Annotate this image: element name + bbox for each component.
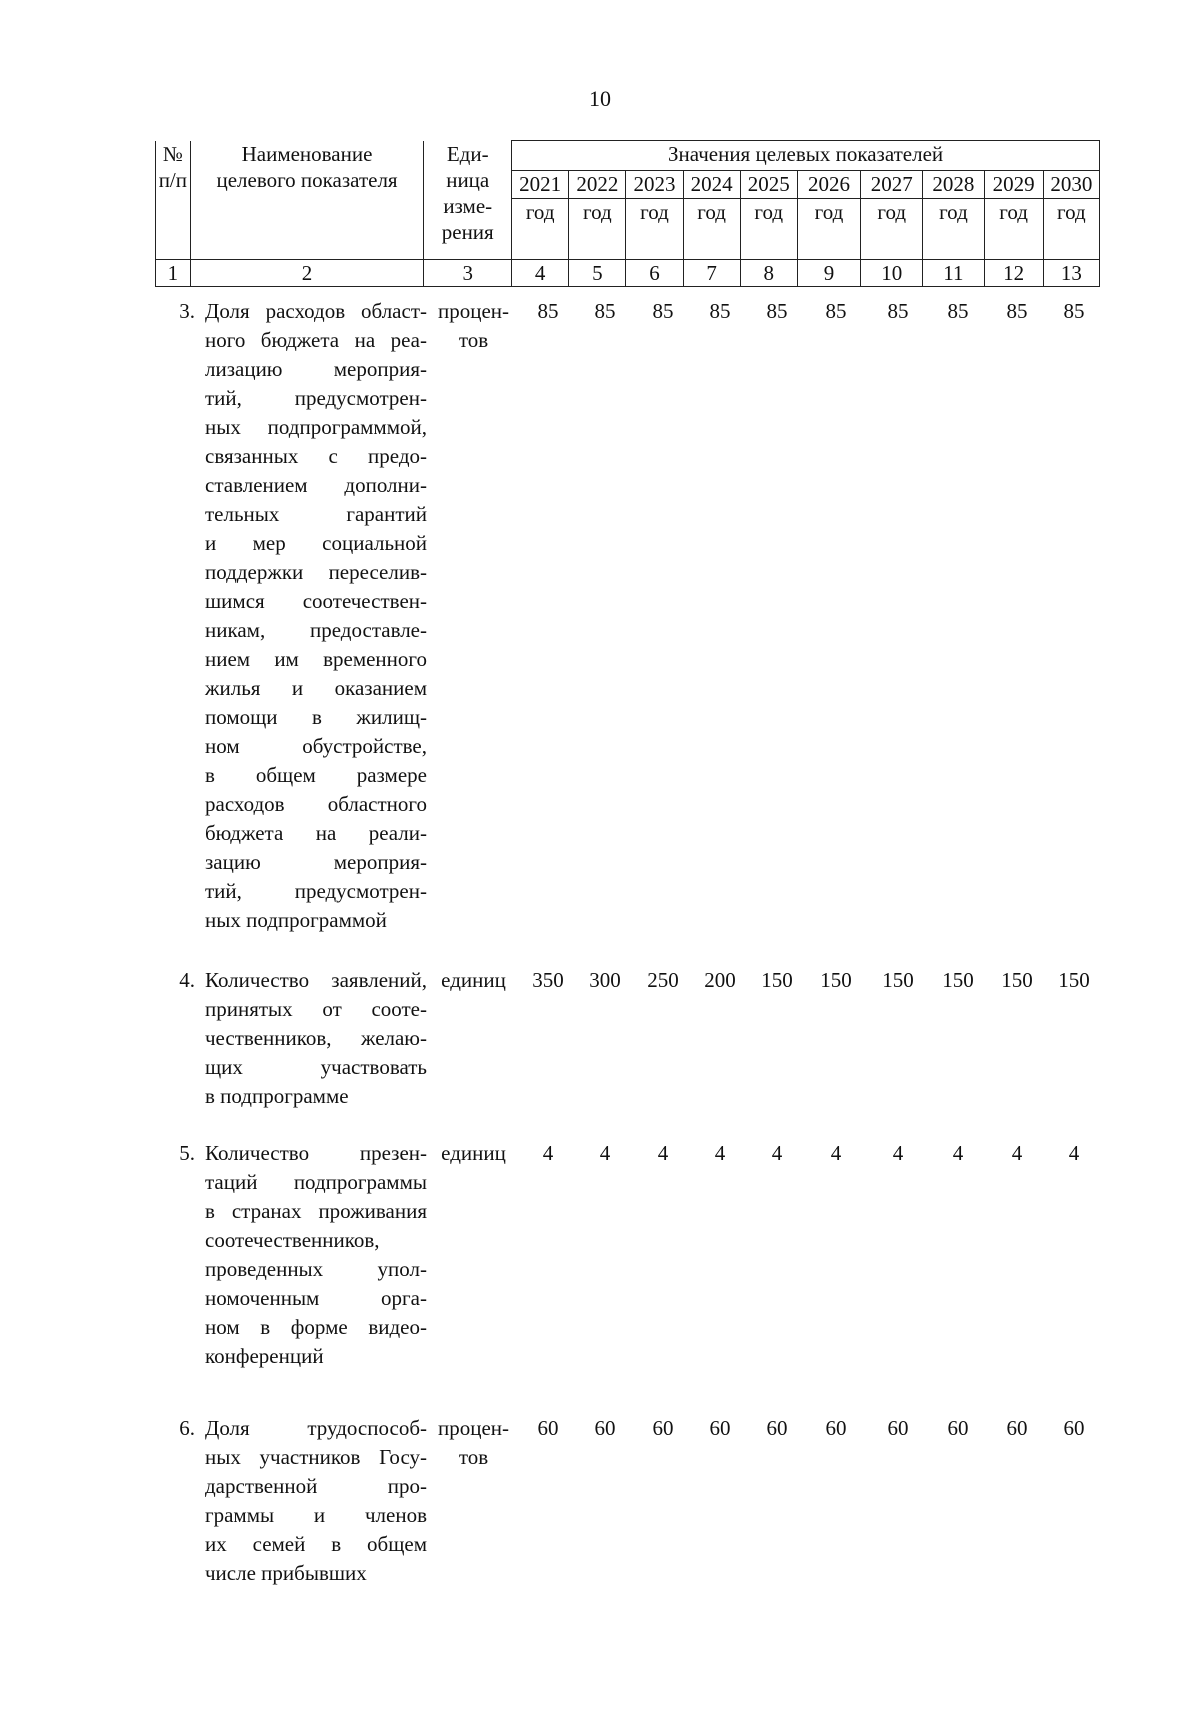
header-col-name-line: целевого показателя bbox=[216, 167, 398, 192]
row-value: 60 bbox=[594, 1416, 616, 1440]
row-indicator-name bbox=[205, 1139, 427, 1371]
row-value: 85 bbox=[887, 299, 909, 323]
column-number: 2 bbox=[190, 260, 424, 287]
row-value: 150 bbox=[761, 968, 793, 992]
row-indicator-name-line: дарственной про- bbox=[205, 1474, 427, 1498]
header-year: 2028 bbox=[923, 171, 984, 199]
header-col-unit-line: рения bbox=[441, 219, 494, 244]
row-indicator-name-line: Количество презен- bbox=[205, 1141, 427, 1165]
row-unit-line: единиц bbox=[441, 968, 506, 992]
row-indicator-name-line: проведенных упол- bbox=[205, 1257, 427, 1281]
header-col-name bbox=[190, 141, 424, 260]
row-value: 150 bbox=[882, 968, 914, 992]
row-value: 85 bbox=[825, 299, 847, 323]
row-value: 4 bbox=[599, 1141, 611, 1165]
table-header bbox=[155, 140, 1100, 287]
row-indicator-name-line: ных участников Госу- bbox=[205, 1445, 427, 1469]
row-indicator-name-line: связанных с предо- bbox=[205, 444, 427, 468]
header-year: 2021 bbox=[512, 171, 569, 199]
header-year: 2024 bbox=[683, 171, 740, 199]
row-value: 85 bbox=[537, 299, 559, 323]
header-year-word: год bbox=[984, 199, 1043, 260]
header-year: 2027 bbox=[861, 171, 923, 199]
row-value: 60 bbox=[887, 1416, 909, 1440]
row-indicator-name-line: граммы и членов bbox=[205, 1503, 427, 1527]
row-indicator-name-line: соотечественников, bbox=[205, 1228, 380, 1252]
row-value: 85 bbox=[766, 299, 788, 323]
row-unit bbox=[434, 966, 513, 995]
row-value: 4 bbox=[771, 1141, 783, 1165]
row-indicator-name bbox=[205, 297, 427, 935]
column-number: 4 bbox=[512, 260, 569, 287]
row-unit bbox=[434, 1139, 513, 1168]
row-indicator-name-line: чественников, желаю- bbox=[205, 1026, 427, 1050]
column-number: 11 bbox=[923, 260, 984, 287]
row-value: 200 bbox=[704, 968, 736, 992]
row-unit bbox=[434, 1414, 513, 1472]
row-unit-line: тов bbox=[458, 328, 489, 352]
header-year-word: год bbox=[683, 199, 740, 260]
header-year-word: год bbox=[569, 199, 626, 260]
header-year-word: год bbox=[740, 199, 797, 260]
row-value: 4 bbox=[714, 1141, 726, 1165]
row-number: 5. bbox=[179, 1141, 195, 1165]
row-value: 85 bbox=[1063, 299, 1085, 323]
row-indicator-name-line: тий, предусмотрен- bbox=[205, 386, 427, 410]
row-value: 4 bbox=[1068, 1141, 1080, 1165]
header-col-no-line: № bbox=[162, 141, 183, 166]
header-year: 2029 bbox=[984, 171, 1043, 199]
row-value: 60 bbox=[947, 1416, 969, 1440]
header-col-unit-line: изме- bbox=[443, 193, 493, 218]
row-indicator-name-line: числе прибывших bbox=[205, 1561, 367, 1585]
row-value: 60 bbox=[1063, 1416, 1085, 1440]
row-value: 150 bbox=[820, 968, 852, 992]
row-indicator-name-line: никам, предоставле- bbox=[205, 618, 427, 642]
row-value: 4 bbox=[542, 1141, 554, 1165]
row-value: 4 bbox=[657, 1141, 669, 1165]
row-value: 150 bbox=[1058, 968, 1090, 992]
header-year: 2023 bbox=[626, 171, 683, 199]
header-col-no bbox=[156, 141, 191, 260]
header-year: 2022 bbox=[569, 171, 626, 199]
row-value: 60 bbox=[766, 1416, 788, 1440]
header-year-word: год bbox=[797, 199, 860, 260]
row-value: 4 bbox=[830, 1141, 842, 1165]
row-value: 60 bbox=[1006, 1416, 1028, 1440]
header-year-word: год bbox=[861, 199, 923, 260]
row-indicator-name-line: их семей в общем bbox=[205, 1532, 427, 1556]
row-value: 85 bbox=[652, 299, 674, 323]
row-indicator-name-line: ном обустройстве, bbox=[205, 734, 427, 758]
header-year-word: год bbox=[1043, 199, 1099, 260]
header-col-unit-line: Еди- bbox=[446, 141, 489, 166]
header-year: 2025 bbox=[740, 171, 797, 199]
row-indicator-name-line: расходов областного bbox=[205, 792, 427, 816]
row-indicator-name-line: в странах проживания bbox=[205, 1199, 427, 1223]
row-value: 60 bbox=[652, 1416, 674, 1440]
header-values-group: Значения целевых показателей bbox=[512, 141, 1100, 171]
header-col-unit bbox=[424, 141, 512, 260]
row-indicator-name-line: ного бюджета на реа- bbox=[205, 328, 427, 352]
row-value: 60 bbox=[825, 1416, 847, 1440]
row-value: 250 bbox=[647, 968, 679, 992]
row-unit-line: процен- bbox=[437, 1416, 510, 1440]
row-indicator-name-line: тий, предусмотрен- bbox=[205, 879, 427, 903]
row-indicator-name-line: ных подпрограммой bbox=[205, 908, 387, 932]
row-value: 60 bbox=[709, 1416, 731, 1440]
header-year: 2030 bbox=[1043, 171, 1099, 199]
row-value: 60 bbox=[537, 1416, 559, 1440]
column-number: 12 bbox=[984, 260, 1043, 287]
row-indicator-name-line: нием им временного bbox=[205, 647, 427, 671]
row-indicator-name-line: таций подпрограммы bbox=[205, 1170, 427, 1194]
row-indicator-name-line: щих участвовать bbox=[205, 1055, 427, 1079]
row-value: 150 bbox=[1001, 968, 1033, 992]
row-value: 85 bbox=[1006, 299, 1028, 323]
row-unit bbox=[434, 297, 513, 355]
header-year-word: год bbox=[512, 199, 569, 260]
row-value: 350 bbox=[532, 968, 564, 992]
row-indicator-name-line: Доля трудоспособ- bbox=[205, 1416, 427, 1440]
row-indicator-name-line: тельных гарантий bbox=[205, 502, 427, 526]
row-indicator-name-line: в подпрограмме bbox=[205, 1084, 349, 1108]
row-value: 4 bbox=[892, 1141, 904, 1165]
row-indicator-name-line: принятых от сооте- bbox=[205, 997, 427, 1021]
row-indicator-name bbox=[205, 1414, 427, 1588]
column-number: 10 bbox=[861, 260, 923, 287]
row-indicator-name-line: номоченным орга- bbox=[205, 1286, 427, 1310]
column-number: 5 bbox=[569, 260, 626, 287]
row-indicator-name-line: конференций bbox=[205, 1344, 324, 1368]
row-indicator-name-line: ном в форме видео- bbox=[205, 1315, 427, 1339]
row-indicator-name-line: в общем размере bbox=[205, 763, 427, 787]
row-value: 4 bbox=[1011, 1141, 1023, 1165]
row-unit-line: единиц bbox=[441, 1141, 506, 1165]
page-number: 10 bbox=[589, 86, 611, 111]
row-indicator-name-line: Доля расходов област- bbox=[205, 299, 427, 323]
header-col-unit-line: ница bbox=[446, 167, 490, 192]
row-indicator-name-line: ставлением дополни- bbox=[205, 473, 427, 497]
row-indicator-name-line: поддержки переселив- bbox=[205, 560, 427, 584]
row-indicator-name-line: и мер социальной bbox=[205, 531, 427, 555]
row-indicator-name-line: лизацию мероприя- bbox=[205, 357, 427, 381]
row-unit-line: процен- bbox=[437, 299, 510, 323]
header-col-no-line: п/п bbox=[158, 167, 187, 192]
header-year-word: год bbox=[626, 199, 683, 260]
column-number: 9 bbox=[797, 260, 860, 287]
row-indicator-name-line: бюджета на реали- bbox=[205, 821, 427, 845]
row-value: 85 bbox=[709, 299, 731, 323]
header-year-word: год bbox=[923, 199, 984, 260]
column-number: 1 bbox=[156, 260, 191, 287]
row-indicator-name-line: шимся соотечествен- bbox=[205, 589, 427, 613]
row-value: 300 bbox=[589, 968, 621, 992]
row-value: 85 bbox=[947, 299, 969, 323]
row-number: 6. bbox=[179, 1416, 195, 1440]
row-indicator-name-line: Количество заявлений, bbox=[205, 968, 427, 992]
column-number: 8 bbox=[740, 260, 797, 287]
column-number: 3 bbox=[424, 260, 512, 287]
row-number: 4. bbox=[179, 968, 195, 992]
column-number: 7 bbox=[683, 260, 740, 287]
row-unit-line: тов bbox=[458, 1445, 489, 1469]
row-indicator-name-line: ных подпрограмммой, bbox=[205, 415, 427, 439]
header-year: 2026 bbox=[797, 171, 860, 199]
column-number: 6 bbox=[626, 260, 683, 287]
row-value: 4 bbox=[952, 1141, 964, 1165]
row-value: 85 bbox=[594, 299, 616, 323]
row-number: 3. bbox=[179, 299, 195, 323]
row-indicator-name bbox=[205, 966, 427, 1111]
row-indicator-name-line: зацию мероприя- bbox=[205, 850, 427, 874]
row-value: 150 bbox=[942, 968, 974, 992]
column-number: 13 bbox=[1043, 260, 1099, 287]
row-indicator-name-line: помощи в жилищ- bbox=[205, 705, 427, 729]
row-indicator-name-line: жилья и оказанием bbox=[205, 676, 427, 700]
header-col-name-line: Наименование bbox=[241, 141, 373, 166]
